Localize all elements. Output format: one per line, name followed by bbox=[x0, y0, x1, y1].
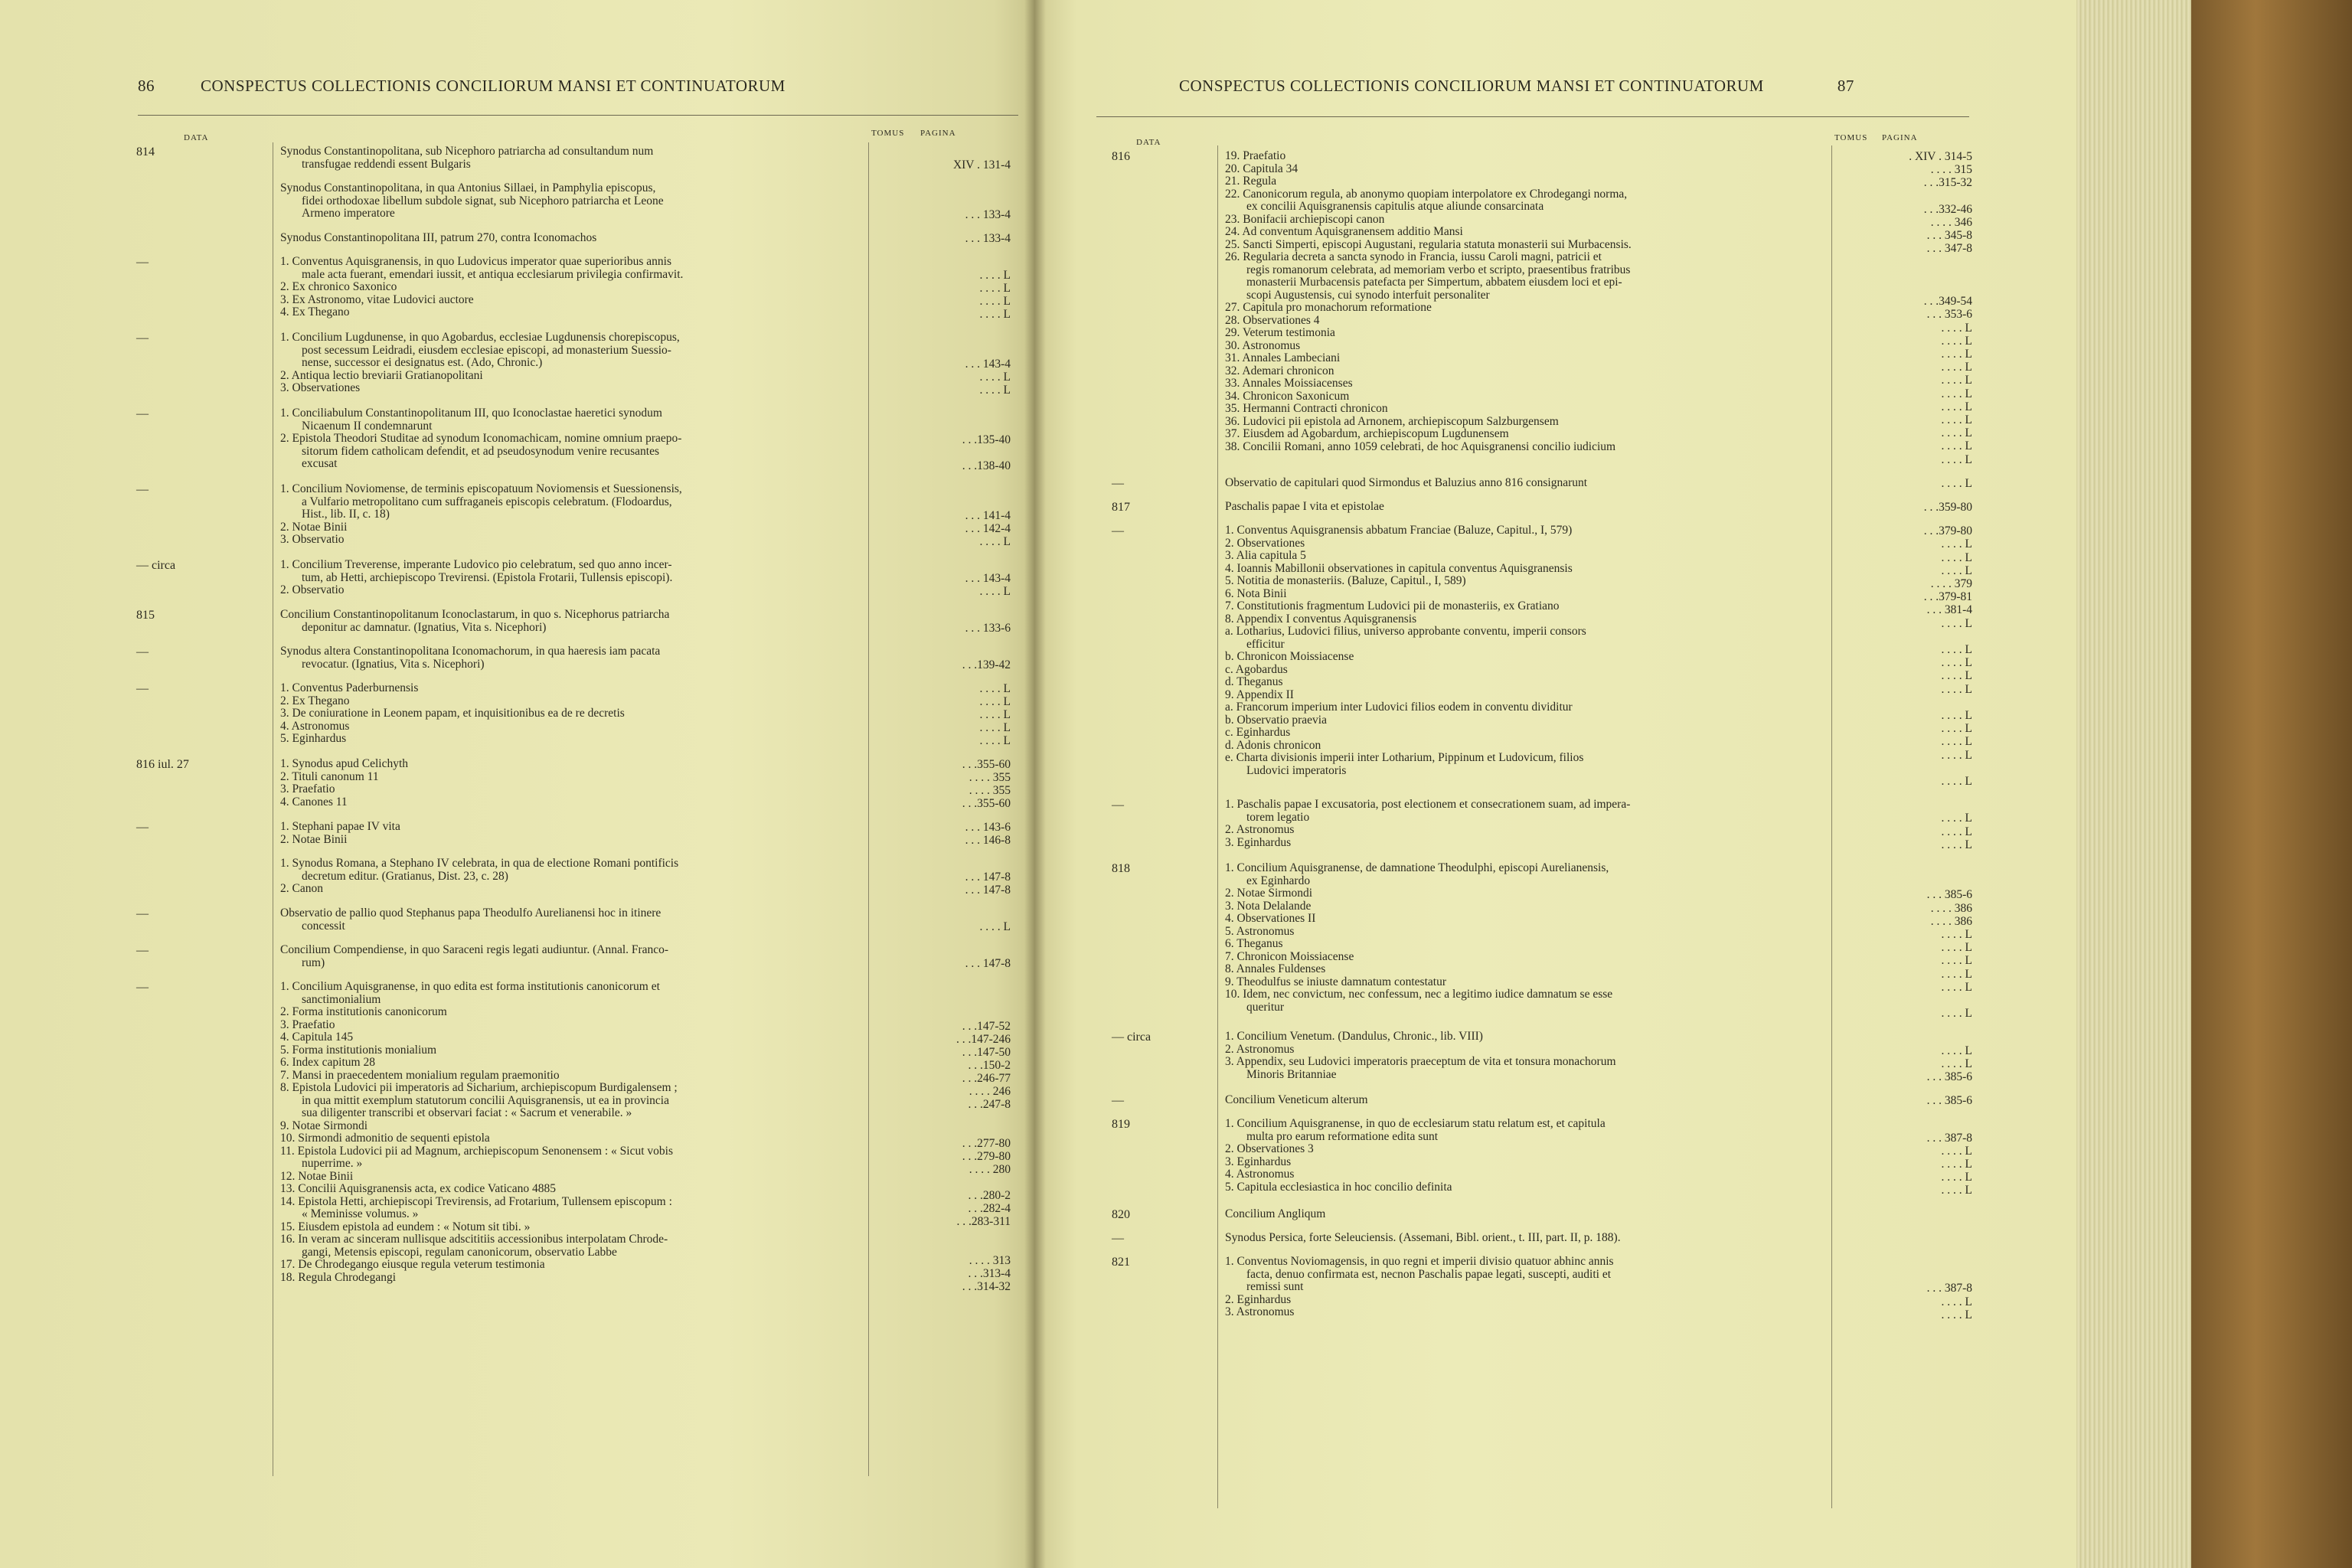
entry-volume-page: . . . . L bbox=[979, 920, 1011, 933]
entry-line: 34. Chronicon Saxonicum bbox=[1225, 390, 1350, 403]
entry-line: 3. De coniuratione in Leonem papam, et inquisitionibus ea de re decretis bbox=[280, 707, 625, 720]
entry-line: 1. Concilium Aquisgranense, in quo edita est forma institutionis canonicorum et bbox=[280, 981, 660, 993]
entry-line: 2. Eginhardus bbox=[1225, 1293, 1292, 1306]
entry-line: 36. Ludovici pii epistola ad Arnonem, archiepiscopum Salzburgensem bbox=[1225, 415, 1559, 428]
entry-date: — bbox=[1112, 524, 1124, 538]
entry-line: 5. Astronomus bbox=[1225, 925, 1295, 938]
entry-volume-page: . . . 133-6 bbox=[965, 622, 1011, 635]
entry-line: 3. Ex Astronomo, vitae Ludovici auctore bbox=[280, 293, 474, 306]
entry-date: — bbox=[136, 407, 149, 420]
entry-line: Observatio de pallio quod Stephanus papa Theodulfo Aurelianensi hoc in itinere bbox=[280, 907, 662, 920]
entry-date: 814 bbox=[136, 145, 155, 158]
entry-line: 29. Veterum testimonia bbox=[1225, 327, 1335, 339]
entry-line: e. Charta divisionis imperii inter Lotharium, Pippinum et Ludovicum, filios bbox=[1225, 752, 1584, 765]
entry-line: 2. Observationes bbox=[1225, 537, 1305, 550]
entry-line: 1. Synodus Romana, a Stephano IV celebrata, in qua de electione Romani pontificis bbox=[280, 858, 679, 870]
entry-line: 3. Appendix, seu Ludovici imperatoris praeceptum de vita et tonsura monachorum bbox=[1225, 1056, 1616, 1069]
entry-date: 818 bbox=[1112, 862, 1130, 875]
entry-line: 2. Ex Thegano bbox=[280, 694, 350, 707]
entry-volume-page: . XIV . 314-5 . . . . 315 . . .315-32 . . .332-46 . . . . 346 . . . 345-8 . . . 347-8 . . .349-54 . . . 353-6 . . . . L . . . . L . . . . L . . . . L . . . . L . . . . L . . . . L . . . . L . . . . L . . . . L . . . . L bbox=[1909, 150, 1972, 466]
entry-text bbox=[1225, 1031, 1824, 1081]
entry-line: 10. Sirmondi admonitio de sequenti epistola bbox=[280, 1132, 490, 1145]
entry-line: Concilium Angliqum bbox=[1225, 1207, 1326, 1220]
entry-line: 17. De Chrodegango eiusque regula veterum testimonia bbox=[280, 1259, 545, 1271]
entry-line: 11. Epistola Ludovici pii ad Magnum, archiepiscopum Senonensem : « Sicut vobis bbox=[280, 1145, 674, 1158]
entry-line: Hist., lib. II, c. 18) bbox=[302, 508, 390, 521]
entry-line: 9. Theodulfus se iniuste damnatum contestatur bbox=[1225, 975, 1446, 988]
entry-volume-page: . . .379-80 . . . . L . . . . L . . . . L . . . . 379 . . .379-81 . . . 381-4 . . . . L . . . . L . . . . L . . . . L . . . . L . . . . L . . . . L . . . . L . . . . L . . . . L bbox=[1923, 524, 1972, 789]
entry-line: 1. Stephani papae IV vita bbox=[280, 821, 400, 833]
left-page bbox=[0, 0, 1035, 1568]
entry-line: 6. Theganus bbox=[1225, 938, 1283, 950]
entry-text bbox=[280, 559, 858, 597]
entry-volume-page: . . . . L . . . . L . . . . L bbox=[1941, 812, 1972, 851]
entry-line: 22. Canonicorum regula, ab anonymo quopiam interpolatore ex Chrodegangi norma, bbox=[1225, 188, 1628, 201]
entry-line: queritur bbox=[1246, 1001, 1285, 1014]
entry-line: 2. Observatio bbox=[280, 584, 345, 596]
entry-line: 1. Concilium Aquisgranense, de damnatione Theodulphi, episcopi Aurelianensis, bbox=[1225, 862, 1609, 874]
entry-line: 4. Astronomus bbox=[1225, 1168, 1295, 1181]
right-entries bbox=[1035, 150, 2076, 1513]
entry-line: Observatio de capitulari quod Sirmondus et Baluzius anno 816 consignarunt bbox=[1225, 476, 1588, 489]
entry-line: 1. Paschalis papae I excusatoria, post electionem et consecrationem suam, ad impera- bbox=[1225, 799, 1631, 812]
entry-line: 2. Observationes 3 bbox=[1225, 1143, 1314, 1156]
entry-text bbox=[280, 645, 858, 671]
entry-line: Nicaenum II condemnarunt bbox=[302, 420, 433, 433]
entry-line: Concilium Constantinopolitanum Iconoclastarum, in quo s. Nicephorus patriarcha bbox=[280, 609, 670, 621]
entry-volume-page: . . . 385-6 bbox=[1926, 1094, 1972, 1108]
left-running-title: CONSPECTUS COLLECTIONIS CONCILIORUM MANSI ET CONTINUATORUM bbox=[201, 77, 786, 95]
entry-volume-page: . . . . L . . . . L . . . . L . . . . L bbox=[979, 269, 1011, 321]
entry-line: 32. Ademari chronicon bbox=[1225, 364, 1334, 377]
entry-line: 7. Chronicon Moissiacense bbox=[1225, 950, 1354, 963]
entry-line: 1. Conciliabulum Constantinopolitanum III, quo Iconoclastae haeretici synodum bbox=[280, 407, 662, 420]
entry-volume-page: . . . . L . . . . L . . . 385-6 bbox=[1926, 1044, 1972, 1083]
entry-line: 1. Concilium Lugdunense, in quo Agobardus, ecclesiae Lugdunensis chorepiscopus, bbox=[280, 332, 680, 344]
entry-line: 37. Eiusdem ad Agobardum, archiepiscopum Lugdunensem bbox=[1225, 428, 1509, 440]
entry-line: 3. Observatio bbox=[280, 534, 345, 546]
entry-line: b. Observatio praevia bbox=[1225, 714, 1327, 727]
entry-line: b. Chronicon Moissiacense bbox=[1225, 651, 1354, 664]
entry-line: 38. Concilii Romani, anno 1059 celebrati, de hoc Aquisgranensi concilio iudicium bbox=[1225, 440, 1616, 453]
entry-text bbox=[1225, 862, 1824, 1014]
entry-line: Synodus altera Constantinopolitana Iconomachorum, in qua haeresis iam pacata bbox=[280, 645, 661, 658]
entry-text bbox=[280, 232, 858, 245]
entry-line: 15. Eiusdem epistola ad eundem : « Notum sit tibi. » bbox=[280, 1220, 531, 1233]
entry-text bbox=[280, 944, 858, 969]
entry-line: deponitur ac damnatur. (Ignatius, Vita s. Nicephori) bbox=[302, 621, 547, 634]
entry-text bbox=[280, 407, 858, 471]
entry-line: 25. Sancti Simperti, episcopi Augustani, regularia statuta monasterii sui Murbacensis. bbox=[1225, 238, 1632, 251]
entry-volume-page: . . . 143-4 . . . . L bbox=[965, 572, 1011, 598]
entry-line: scopi Augustensis, cui synodo interfuit personaliter bbox=[1246, 289, 1490, 302]
entry-date: 816 bbox=[1112, 150, 1130, 163]
entry-text bbox=[280, 483, 858, 547]
entry-volume-page: . . . 133-4 bbox=[965, 208, 1011, 221]
entry-line: 20. Capitula 34 bbox=[1225, 162, 1298, 175]
right-running-head bbox=[1179, 77, 1854, 96]
entry-volume-page: . . . 387-8 . . . . L . . . . L bbox=[1926, 1282, 1972, 1321]
entry-line: 1. Concilium Treverense, imperante Ludovico pio celebratum, sed quo anno incer- bbox=[280, 559, 672, 571]
entry-line: 5. Notitia de monasteriis. (Baluze, Capitul., I, 589) bbox=[1225, 575, 1466, 588]
entry-volume-page: . . . 143-6 . . . 146-8 bbox=[965, 821, 1011, 847]
entry-date: — bbox=[1112, 1231, 1124, 1245]
entry-line: 27. Capitula pro monachorum reformatione bbox=[1225, 302, 1432, 314]
entry-line: 2. Epistola Theodori Studitae ad synodum Iconomachicam, nomine omnium praepo- bbox=[280, 433, 682, 445]
entry-line: d. Adonis chronicon bbox=[1225, 739, 1321, 752]
entry-line: 5. Capitula ecclesiastica in hoc concilio definita bbox=[1225, 1181, 1452, 1194]
book-cover bbox=[2191, 0, 2352, 1568]
entry-line: decretum editur. (Gratianus, Dist. 23, c. 28) bbox=[302, 870, 508, 883]
entry-line: 4. Capitula 145 bbox=[280, 1031, 354, 1044]
entry-date: 815 bbox=[136, 609, 155, 622]
entry-date: 820 bbox=[1112, 1207, 1130, 1221]
left-col-pagina: PAGINA bbox=[920, 129, 956, 138]
entry-line: 10. Idem, nec convictum, nec confessum, nec a legitimo iudice damnatum se esse bbox=[1225, 988, 1613, 1001]
entry-date: 819 bbox=[1112, 1118, 1130, 1132]
entry-text bbox=[280, 858, 858, 896]
entry-text bbox=[280, 145, 858, 171]
entry-line: rum) bbox=[302, 956, 325, 969]
entry-date: — bbox=[1112, 1094, 1124, 1108]
entry-date: — circa bbox=[1112, 1031, 1152, 1044]
entry-line: in qua mittit exemplum statutorum concilii Aquisgranensis, ut ea in provincia bbox=[302, 1094, 669, 1107]
entry-line: concessit bbox=[302, 920, 345, 933]
page-edges bbox=[2076, 0, 2191, 1568]
entry-text bbox=[280, 758, 858, 808]
entry-line: 18. Regula Chrodegangi bbox=[280, 1271, 397, 1284]
entry-line: Ludovici imperatoris bbox=[1246, 764, 1347, 777]
entry-line: 23. Bonifacii archiepiscopi canon bbox=[1225, 213, 1385, 226]
entry-line: 3. Alia capitula 5 bbox=[1225, 550, 1306, 563]
entry-line: 30. Astronomus bbox=[1225, 339, 1301, 352]
entry-volume-page: . . .147-52 . . .147-246 . . .147-50 . . .150-2 . . .246-77 . . . . 246 . . .247-8 . . .277-80 . . .279-80 . . . . 280 . . .280-2 . . .282-4 . . .283-311 . . . . 313 . . .313-4 . . .314-32 bbox=[956, 1020, 1011, 1293]
right-col-data: DATA bbox=[1136, 138, 1161, 147]
entry-line: sanctimonialium bbox=[302, 993, 381, 1006]
right-col-tomus: TOMUS bbox=[1834, 133, 1868, 142]
entry-line: Concilium Veneticum alterum bbox=[1225, 1094, 1368, 1107]
entry-line: 3. Praefatio bbox=[280, 1018, 335, 1031]
entry-line: 16. In veram ac sinceram nullisque adscititiis accessionibus interpolatam Chrode- bbox=[280, 1233, 668, 1246]
entry-line: Minoris Britanniae bbox=[1246, 1068, 1337, 1081]
entry-text bbox=[280, 256, 858, 319]
entry-line: 4. Ioannis Mabillonii observationes in capitula conventus Aquisgranensis bbox=[1225, 562, 1573, 575]
entry-text bbox=[1225, 524, 1824, 777]
entry-line: 1. Concilium Aquisgranense, in quo de ecclesiarum statu relatum est, et capitula bbox=[1225, 1118, 1606, 1131]
entry-line: efficitur bbox=[1246, 638, 1285, 651]
entry-line: revocatur. (Ignatius, Vita s. Nicephori) bbox=[302, 658, 485, 671]
entry-line: « Meminisse volumus. » bbox=[302, 1208, 419, 1220]
entry-line: Synodus Persica, forte Seleuciensis. (Assemani, Bibl. orient., t. III, part. II, p. 188). bbox=[1225, 1231, 1621, 1244]
entry-line: 13. Concilii Aquisgranensis acta, ex codice Vaticano 4885 bbox=[280, 1183, 557, 1195]
entry-text bbox=[280, 821, 858, 846]
entry-line: transfugae reddendi essent Bulgaris bbox=[302, 158, 471, 171]
entry-line: 6. Nota Binii bbox=[1225, 587, 1287, 600]
entry-line: 4. Observationes II bbox=[1225, 913, 1316, 925]
left-col-data: DATA bbox=[184, 133, 209, 142]
entry-line: 14. Epistola Hetti, archiepiscopi Trevirensis, ad Frotarium, Tullensem episcopum : bbox=[280, 1195, 672, 1208]
entry-line: multa pro earum reformatione edita sunt bbox=[1246, 1130, 1439, 1143]
entry-volume-page: . . . 147-8 . . . 147-8 bbox=[965, 871, 1011, 897]
entry-volume-page: XIV . 131-4 bbox=[952, 158, 1011, 172]
entry-volume-page: . . . . L bbox=[1941, 476, 1972, 490]
entry-line: 4. Astronomus bbox=[280, 720, 350, 733]
entry-line: 28. Observationes 4 bbox=[1225, 314, 1320, 327]
entry-text bbox=[1225, 1208, 1824, 1221]
left-running-head bbox=[138, 77, 786, 96]
entry-line: 1. Conventus Noviomagensis, in quo regni et imperii divisio quatuor abhinc annis bbox=[1225, 1256, 1614, 1268]
entry-text bbox=[280, 981, 858, 1284]
entry-volume-page: . . . 147-8 bbox=[965, 957, 1011, 970]
entry-line: 3. Praefatio bbox=[280, 783, 335, 795]
entry-date: — bbox=[136, 682, 149, 695]
entry-volume-page: . . . 387-8 . . . . L . . . . L . . . . L . . . . L bbox=[1926, 1131, 1972, 1197]
entry-line: 1. Concilium Noviomense, de terminis episcopatuum Noviomensis et Suessionensis, bbox=[280, 483, 682, 495]
entry-line: Synodus Constantinopolitana III, patrum 270, contra Iconomachos bbox=[280, 232, 597, 244]
entry-date: — bbox=[136, 332, 149, 345]
entry-line: Synodus Constantinopolitana, in qua Antonius Sillaei, in Pamphylia episcopus, bbox=[280, 182, 656, 194]
entry-line: 31. Annales Lambeciani bbox=[1225, 352, 1341, 364]
entry-line: 3. Nota Delalande bbox=[1225, 900, 1312, 913]
entry-volume-page: . . . 385-6 . . . . 386 . . . . 386 . . . . L . . . . L . . . . L . . . . L . . . . L . . . . L bbox=[1926, 888, 1972, 1021]
entry-line: remissi sunt bbox=[1246, 1281, 1304, 1293]
entry-line: nense, successor ei designatus est. (Ado, Chronic.) bbox=[302, 357, 543, 369]
entry-line: 2. Astronomus bbox=[1225, 1043, 1295, 1056]
entry-line: 2. Ex chronico Saxonico bbox=[280, 281, 397, 293]
right-running-title: CONSPECTUS COLLECTIONIS CONCILIORUM MANSI ET CONTINUATORUM bbox=[1179, 77, 1764, 95]
entry-text bbox=[280, 682, 858, 746]
entry-line: 8. Annales Fuldenses bbox=[1225, 963, 1326, 975]
entry-line: 1. Concilium Venetum. (Dandulus, Chronic., lib. VIII) bbox=[1225, 1031, 1483, 1044]
entry-line: 1. Conventus Aquisgranensis abbatum Franciae (Baluze, Capitul., I, 579) bbox=[1225, 524, 1573, 537]
entry-date: — bbox=[136, 907, 149, 920]
entry-volume-page: . . . 143-4 . . . . L . . . . L bbox=[965, 358, 1011, 397]
entry-line: 1. Conventus Paderburnensis bbox=[280, 682, 419, 694]
entry-text bbox=[1225, 1094, 1824, 1107]
entry-line: 4. Canones 11 bbox=[280, 795, 348, 808]
entry-date: — circa bbox=[136, 559, 176, 572]
entry-date: 817 bbox=[1112, 501, 1130, 514]
entry-line: 6. Index capitum 28 bbox=[280, 1057, 375, 1069]
entry-text bbox=[1225, 1232, 1824, 1245]
entry-line: 2. Antiqua lectio breviarii Gratianopolitani bbox=[280, 369, 483, 382]
entry-volume-page: . . .139-42 bbox=[962, 658, 1011, 671]
left-head-rule bbox=[138, 115, 1018, 116]
entry-date: — bbox=[136, 821, 149, 834]
entry-line: 2. Notae Binii bbox=[280, 833, 348, 846]
entry-line: a. Francorum imperium inter Ludovici filios eodem in conventu dividitur bbox=[1225, 701, 1573, 714]
entry-line: 2. Tituli canonum 11 bbox=[280, 770, 379, 783]
entry-line: d. Theganus bbox=[1225, 676, 1283, 689]
entry-date: — bbox=[1112, 799, 1124, 812]
entry-text bbox=[280, 907, 858, 933]
left-col-tomus: TOMUS bbox=[871, 129, 905, 138]
entry-line: monasterii Murbacensis patefacta per Simpertum, abbatem eiusdem loci et epi- bbox=[1246, 276, 1622, 289]
entry-date: 821 bbox=[1112, 1256, 1130, 1269]
entry-volume-page: . . .135-40 . . .138-40 bbox=[962, 433, 1011, 472]
entry-line: 2. Notae Sirmondi bbox=[1225, 887, 1313, 900]
entry-line: 9. Appendix II bbox=[1225, 688, 1294, 701]
entry-line: 2. Notae Binii bbox=[280, 521, 348, 534]
entry-line: Synodus Constantinopolitana, sub Nicephoro patriarcha ad consultandum num bbox=[280, 145, 654, 158]
entry-date: — bbox=[136, 944, 149, 957]
right-page-number: 87 bbox=[1837, 77, 1854, 95]
entry-volume-page: . . . . L . . . . L . . . . L . . . . L . . . . L bbox=[979, 682, 1011, 747]
entry-line: excusat bbox=[302, 458, 338, 470]
entry-text bbox=[1225, 501, 1824, 514]
entry-text bbox=[280, 182, 858, 220]
entry-line: fidei orthodoxae libellum subdole signat, sub Nicephoro patriarcha et Leone bbox=[302, 194, 664, 207]
entry-date: — bbox=[136, 256, 149, 269]
entry-line: 4. Ex Thegano bbox=[280, 306, 350, 318]
entry-line: 24. Ad conventum Aquisgranensem additio Mansi bbox=[1225, 226, 1463, 238]
entry-line: torem legatio bbox=[1246, 811, 1310, 824]
entry-text bbox=[1225, 1256, 1824, 1319]
entry-line: Armeno imperatore bbox=[302, 207, 395, 220]
right-page bbox=[1035, 0, 2076, 1568]
entry-line: male acta fuerant, emendari iussit, et antiqua ecclesiarum privilegia confirmavit. bbox=[302, 268, 684, 281]
entry-line: 8. Appendix I conventus Aquisgranensis bbox=[1225, 612, 1417, 626]
entry-line: 2. Canon bbox=[280, 883, 323, 895]
entry-line: 7. Mansi in praecedentem monialium regulam praemonitio bbox=[280, 1069, 560, 1082]
right-head-rule bbox=[1096, 116, 1969, 117]
entry-line: 9. Notae Sirmondi bbox=[280, 1119, 368, 1132]
entry-line: ex Eginhardo bbox=[1246, 874, 1311, 887]
entry-line: a. Lotharius, Ludovici filius, universo approbante conventu, imperii consors bbox=[1225, 626, 1586, 639]
entry-line: sitorum fidem catholicam defendit, et ad pseudosynodum venire recusantes bbox=[302, 445, 660, 458]
entry-line: 2. Astronomus bbox=[1225, 824, 1295, 837]
entry-line: Paschalis papae I vita et epistolae bbox=[1225, 501, 1384, 513]
entry-text bbox=[280, 609, 858, 634]
entry-date: — bbox=[136, 981, 149, 994]
entry-line: 5. Forma institutionis monialium bbox=[280, 1044, 437, 1057]
entry-volume-page: . . .359-80 bbox=[1923, 501, 1972, 514]
entry-volume-page: . . .355-60 . . . . 355 . . . . 355 . . .355-60 bbox=[962, 758, 1011, 810]
entry-text bbox=[1225, 477, 1824, 490]
entry-line: ex concilii Aquisgranensis capitulis atque aliunde consarcinata bbox=[1246, 201, 1544, 213]
entry-date: 816 iul. 27 bbox=[136, 758, 189, 771]
entry-line: gangi, Metensis episcopi, regulam canonicorum, observatio Labbe bbox=[302, 1246, 617, 1259]
entry-line: 3. Eginhardus bbox=[1225, 1155, 1292, 1168]
entry-line: c. Eginhardus bbox=[1225, 727, 1291, 740]
entry-line: 8. Epistola Ludovici pii imperatoris ad Sicharium, archiepiscopum Burdigalensem ; bbox=[280, 1082, 678, 1094]
entry-date: — bbox=[136, 645, 149, 658]
entry-line: 2. Forma institutionis canonicorum bbox=[280, 1006, 447, 1018]
entry-volume-page: . . . 133-4 bbox=[965, 232, 1011, 245]
entry-line: a Vulfario metropolitano cum suffraganeis episcopis celebratum. (Flodoardus, bbox=[302, 495, 672, 508]
entry-line: post secessum Leidradi, eiusdem ecclesiae episcopi, ad monasterium Suessio- bbox=[302, 344, 671, 357]
entry-line: sua diligenter transcribi et observari faciat : « Sacrum et venerabile. » bbox=[302, 1107, 632, 1119]
entry-line: 12. Notae Binii bbox=[280, 1170, 354, 1183]
left-page-number: 86 bbox=[138, 77, 155, 95]
entry-line: tum, ab Hetti, archiepiscopo Trevirensi. (Epistola Frotarii, Tullensis episcopi). bbox=[302, 571, 673, 584]
entry-text bbox=[1225, 1118, 1824, 1194]
right-col-pagina: PAGINA bbox=[1882, 133, 1918, 142]
entry-volume-page: . . . 141-4 . . . 142-4 . . . . L bbox=[965, 509, 1011, 548]
book-gutter bbox=[1024, 0, 1046, 1568]
entry-text bbox=[1225, 799, 1824, 849]
entry-line: 26. Regularia decreta a sancta synodo in Francia, iussu Caroli magni, patricii et bbox=[1225, 251, 1602, 263]
entry-line: 3. Astronomus bbox=[1225, 1306, 1295, 1318]
left-entries bbox=[0, 145, 1035, 1478]
entry-line: c. Agobardus bbox=[1225, 663, 1288, 676]
entry-date: — bbox=[136, 483, 149, 496]
entry-line: 21. Regula bbox=[1225, 175, 1277, 188]
entry-text bbox=[1225, 150, 1824, 453]
entry-line: 1. Conventus Aquisgranensis, in quo Ludovicus imperator quae superioribus annis bbox=[280, 256, 672, 268]
entry-date: — bbox=[1112, 476, 1124, 490]
entry-line: 7. Constitutionis fragmentum Ludovici pii de monasteriis, ex Gratiano bbox=[1225, 600, 1560, 613]
entry-line: 19. Praefatio bbox=[1225, 150, 1286, 162]
entry-text bbox=[280, 332, 858, 395]
entry-line: facta, denuo confirmata est, necnon Paschalis papae legati, suscepti, auditi et bbox=[1246, 1268, 1612, 1281]
entry-line: 3. Observationes bbox=[280, 382, 361, 394]
entry-line: 1. Synodus apud Celichyth bbox=[280, 758, 409, 770]
entry-line: nuperrime. » bbox=[302, 1158, 363, 1170]
entry-line: Concilium Compendiense, in quo Saraceni regis legati audiuntur. (Annal. Franco- bbox=[280, 944, 669, 956]
entry-line: 5. Eginhardus bbox=[280, 733, 347, 745]
entry-line: 33. Annales Moissiacenses bbox=[1225, 377, 1353, 390]
entry-line: 35. Hermanni Contracti chronicon bbox=[1225, 403, 1388, 415]
entry-line: 3. Eginhardus bbox=[1225, 836, 1292, 849]
entry-line: regis romanorum celebrata, ad memoriam verbo et scripto, praesentibus fratribus bbox=[1246, 263, 1631, 276]
